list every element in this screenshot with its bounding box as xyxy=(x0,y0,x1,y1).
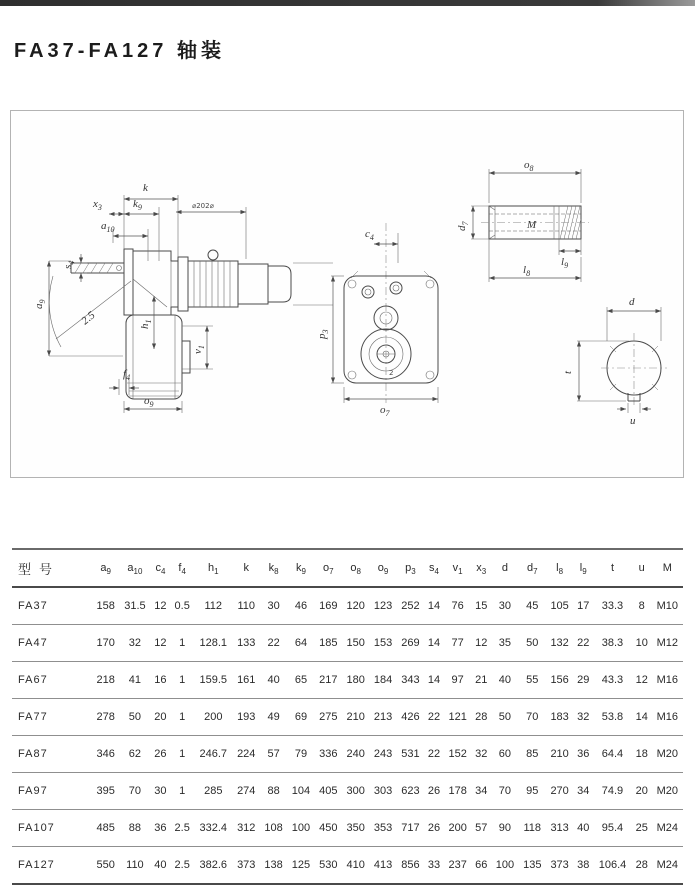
value-cell: 246.7 xyxy=(194,736,233,773)
value-cell: 210 xyxy=(342,699,369,736)
value-cell: 50 xyxy=(491,699,518,736)
dim-label-M: M xyxy=(527,219,537,231)
value-cell: M16 xyxy=(652,662,683,699)
table-row xyxy=(12,662,683,699)
value-cell: 36 xyxy=(150,810,170,847)
value-cell: 153 xyxy=(369,625,396,662)
value-cell: 85 xyxy=(519,736,546,773)
value-cell: 41 xyxy=(119,662,150,699)
value-cell: 12 xyxy=(150,587,170,625)
value-cell: 45 xyxy=(519,587,546,625)
value-cell: 31.5 xyxy=(119,587,150,625)
value-cell: 104 xyxy=(287,773,314,810)
col-header: $v_1$ xyxy=(444,549,471,587)
value-cell: 278 xyxy=(92,699,119,736)
value-cell: M20 xyxy=(652,736,683,773)
value-cell: 12 xyxy=(150,625,170,662)
value-cell: 132 xyxy=(546,625,573,662)
dim-label-angle: 2.5 xyxy=(79,309,98,328)
front-view xyxy=(316,223,438,418)
value-cell: M10 xyxy=(652,587,683,625)
value-cell: 38 xyxy=(573,847,593,885)
dim-label-f4: $f_4$ xyxy=(123,368,131,382)
dim-label-d: d xyxy=(629,296,635,308)
col-header: M xyxy=(652,549,683,587)
value-cell: 161 xyxy=(233,662,260,699)
value-cell: 405 xyxy=(315,773,342,810)
value-cell: 32 xyxy=(471,736,491,773)
value-cell: 14 xyxy=(424,662,444,699)
dim-label-p3: $p_3$ xyxy=(316,329,330,339)
value-cell: 22 xyxy=(424,699,444,736)
value-cell: 88 xyxy=(260,773,287,810)
value-cell: 110 xyxy=(233,587,260,625)
table-row xyxy=(12,810,683,847)
col-header: $l_9$ xyxy=(573,549,593,587)
value-cell: 15 xyxy=(471,587,491,625)
value-cell: 183 xyxy=(546,699,573,736)
value-cell: M12 xyxy=(652,625,683,662)
value-cell: 17 xyxy=(573,587,593,625)
value-cell: 74.9 xyxy=(593,773,632,810)
technical-drawing xyxy=(10,110,684,478)
dim-label-o9: $o_9$ xyxy=(144,395,154,409)
value-cell: 184 xyxy=(369,662,396,699)
value-cell: 169 xyxy=(315,587,342,625)
value-cell: 10 xyxy=(632,625,652,662)
value-cell: 70 xyxy=(119,773,150,810)
model-cell: FA47 xyxy=(12,625,92,662)
value-cell: M16 xyxy=(652,699,683,736)
value-cell: 26 xyxy=(150,736,170,773)
value-cell: 28 xyxy=(632,847,652,885)
value-cell: 623 xyxy=(397,773,424,810)
value-cell: 303 xyxy=(369,773,396,810)
value-cell: 33 xyxy=(424,847,444,885)
col-header: $a_{10}$ xyxy=(119,549,150,587)
col-header-model: 型号 xyxy=(12,549,92,587)
value-cell: 21 xyxy=(471,662,491,699)
dim-label-h1: $h_1$ xyxy=(139,319,153,329)
value-cell: 200 xyxy=(194,699,233,736)
value-cell: 100 xyxy=(491,847,518,885)
value-cell: 40 xyxy=(260,662,287,699)
value-cell: 110 xyxy=(119,847,150,885)
value-cell: 65 xyxy=(287,662,314,699)
value-cell: 350 xyxy=(342,810,369,847)
value-cell: 118 xyxy=(519,810,546,847)
value-cell: 25 xyxy=(632,810,652,847)
value-cell: 170 xyxy=(92,625,119,662)
value-cell: 213 xyxy=(369,699,396,736)
value-cell: M20 xyxy=(652,773,683,810)
value-cell: 135 xyxy=(519,847,546,885)
table-header-row xyxy=(12,549,683,587)
value-cell: 20 xyxy=(150,699,170,736)
value-cell: 274 xyxy=(233,773,260,810)
value-cell: 531 xyxy=(397,736,424,773)
value-cell: 40 xyxy=(150,847,170,885)
value-cell: 2.5 xyxy=(170,847,194,885)
value-cell: 50 xyxy=(519,625,546,662)
value-cell: 717 xyxy=(397,810,424,847)
value-cell: 185 xyxy=(315,625,342,662)
value-cell: M24 xyxy=(652,810,683,847)
dim-label-x3: $x_3$ xyxy=(93,198,102,212)
hollow-shaft-section xyxy=(456,159,589,282)
value-cell: 218 xyxy=(92,662,119,699)
gearbox-dimension-diagram xyxy=(11,111,683,477)
value-cell: 158 xyxy=(92,587,119,625)
value-cell: 156 xyxy=(546,662,573,699)
value-cell: 336 xyxy=(315,736,342,773)
value-cell: 20 xyxy=(632,773,652,810)
value-cell: 70 xyxy=(519,699,546,736)
col-header: $p_3$ xyxy=(397,549,424,587)
dim-label-t: t xyxy=(562,370,574,374)
value-cell: 69 xyxy=(287,699,314,736)
value-cell: 60 xyxy=(491,736,518,773)
value-cell: 105 xyxy=(546,587,573,625)
value-cell: 237 xyxy=(444,847,471,885)
dim-label-s4: $s_4$ xyxy=(62,260,76,269)
value-cell: 112 xyxy=(194,587,233,625)
value-cell: 46 xyxy=(287,587,314,625)
model-cell: FA87 xyxy=(12,736,92,773)
value-cell: 128.1 xyxy=(194,625,233,662)
table-row xyxy=(12,625,683,662)
value-cell: 30 xyxy=(260,587,287,625)
value-cell: 200 xyxy=(444,810,471,847)
side-view xyxy=(33,182,333,413)
value-cell: 34 xyxy=(471,773,491,810)
col-header: $f_4$ xyxy=(170,549,194,587)
value-cell: 64 xyxy=(287,625,314,662)
value-cell: 30 xyxy=(491,587,518,625)
table-row xyxy=(12,699,683,736)
value-cell: 29 xyxy=(573,662,593,699)
col-header: $d_7$ xyxy=(519,549,546,587)
dim-label-l9: $l_9$ xyxy=(561,256,569,270)
value-cell: 530 xyxy=(315,847,342,885)
value-cell: 108 xyxy=(260,810,287,847)
value-cell: 57 xyxy=(471,810,491,847)
value-cell: 76 xyxy=(444,587,471,625)
col-header: $s_4$ xyxy=(424,549,444,587)
value-cell: 300 xyxy=(342,773,369,810)
value-cell: 77 xyxy=(444,625,471,662)
value-cell: 1 xyxy=(170,625,194,662)
value-cell: 313 xyxy=(546,810,573,847)
col-header: $o_8$ xyxy=(342,549,369,587)
value-cell: 22 xyxy=(573,625,593,662)
value-cell: 49 xyxy=(260,699,287,736)
value-cell: 14 xyxy=(424,625,444,662)
col-header: $c_4$ xyxy=(150,549,170,587)
value-cell: 70 xyxy=(491,773,518,810)
value-cell: 97 xyxy=(444,662,471,699)
col-header: u xyxy=(632,549,652,587)
table-row xyxy=(12,736,683,773)
value-cell: 125 xyxy=(287,847,314,885)
table-row xyxy=(12,773,683,810)
col-header: $o_9$ xyxy=(369,549,396,587)
value-cell: 1 xyxy=(170,773,194,810)
value-cell: 14 xyxy=(632,699,652,736)
col-header: t xyxy=(593,549,632,587)
value-cell: 88 xyxy=(119,810,150,847)
bore-detail xyxy=(562,296,667,427)
dim-label-c4: $c_4$ xyxy=(365,228,374,242)
value-cell: 55 xyxy=(519,662,546,699)
dim-label-a9: $a_9$ xyxy=(33,299,47,309)
value-cell: 32 xyxy=(119,625,150,662)
dim-label-k9: $k_9$ xyxy=(133,198,142,212)
value-cell: 159.5 xyxy=(194,662,233,699)
model-cell: FA67 xyxy=(12,662,92,699)
model-cell: FA37 xyxy=(12,587,92,625)
value-cell: 550 xyxy=(92,847,119,885)
value-cell: 217 xyxy=(315,662,342,699)
page-top-rule xyxy=(0,0,695,6)
col-header: k xyxy=(233,549,260,587)
value-cell: 121 xyxy=(444,699,471,736)
value-cell: 224 xyxy=(233,736,260,773)
value-cell: 38.3 xyxy=(593,625,632,662)
value-cell: 120 xyxy=(342,587,369,625)
table-body xyxy=(12,587,683,884)
model-cell: FA127 xyxy=(12,847,92,885)
value-cell: 332.4 xyxy=(194,810,233,847)
value-cell: 66 xyxy=(471,847,491,885)
page-title: FA37-FA127 轴装 xyxy=(14,40,225,62)
value-cell: 0.5 xyxy=(170,587,194,625)
value-cell: 1 xyxy=(170,736,194,773)
col-header: $h_1$ xyxy=(194,549,233,587)
value-cell: 1 xyxy=(170,662,194,699)
value-cell: 178 xyxy=(444,773,471,810)
dimension-table xyxy=(12,548,683,885)
value-cell: 210 xyxy=(546,736,573,773)
value-cell: 32 xyxy=(573,699,593,736)
value-cell: 2.5 xyxy=(170,810,194,847)
dim-label-d7: $d_7$ xyxy=(456,221,470,231)
value-cell: 382.6 xyxy=(194,847,233,885)
value-cell: 450 xyxy=(315,810,342,847)
value-cell: 275 xyxy=(315,699,342,736)
value-cell: 346 xyxy=(92,736,119,773)
value-cell: 64.4 xyxy=(593,736,632,773)
value-cell: 33.3 xyxy=(593,587,632,625)
value-cell: 79 xyxy=(287,736,314,773)
col-header: $o_7$ xyxy=(315,549,342,587)
value-cell: 395 xyxy=(92,773,119,810)
value-cell: 413 xyxy=(369,847,396,885)
dim-label-l8: $l_8$ xyxy=(523,264,531,278)
dim-label-v1: $v_1$ xyxy=(192,345,206,354)
col-header: d xyxy=(491,549,518,587)
model-cell: FA97 xyxy=(12,773,92,810)
col-header: $k_8$ xyxy=(260,549,287,587)
value-cell: 40 xyxy=(573,810,593,847)
value-cell: 12 xyxy=(471,625,491,662)
value-cell: 312 xyxy=(233,810,260,847)
value-cell: 18 xyxy=(632,736,652,773)
value-cell: 53.8 xyxy=(593,699,632,736)
value-cell: 35 xyxy=(491,625,518,662)
value-cell: 90 xyxy=(491,810,518,847)
value-cell: 12 xyxy=(632,662,652,699)
value-cell: 14 xyxy=(424,587,444,625)
value-cell: 193 xyxy=(233,699,260,736)
value-cell: 36 xyxy=(573,736,593,773)
dim-label-k: k xyxy=(143,182,148,194)
col-header: $a_9$ xyxy=(92,549,119,587)
value-cell: 100 xyxy=(287,810,314,847)
value-cell: 26 xyxy=(424,773,444,810)
value-cell: 353 xyxy=(369,810,396,847)
value-cell: 426 xyxy=(397,699,424,736)
value-cell: 1 xyxy=(170,699,194,736)
value-cell: 373 xyxy=(546,847,573,885)
value-cell: 152 xyxy=(444,736,471,773)
value-cell: 106.4 xyxy=(593,847,632,885)
value-cell: 285 xyxy=(194,773,233,810)
dim-label-o8: $o_8$ xyxy=(524,159,534,173)
value-cell: 485 xyxy=(92,810,119,847)
value-cell: 410 xyxy=(342,847,369,885)
value-cell: 270 xyxy=(546,773,573,810)
value-cell: 252 xyxy=(397,587,424,625)
value-cell: 95.4 xyxy=(593,810,632,847)
note-2: 2 xyxy=(389,369,394,377)
value-cell: 22 xyxy=(424,736,444,773)
value-cell: 40 xyxy=(491,662,518,699)
value-cell: 150 xyxy=(342,625,369,662)
model-cell: FA77 xyxy=(12,699,92,736)
value-cell: 16 xyxy=(150,662,170,699)
value-cell: 133 xyxy=(233,625,260,662)
value-cell: M24 xyxy=(652,847,683,885)
value-cell: 62 xyxy=(119,736,150,773)
model-cell: FA107 xyxy=(12,810,92,847)
dim-label-o7: $o_7$ xyxy=(380,404,390,418)
dim-label-a10: $a_{10}$ xyxy=(101,220,115,234)
value-cell: 243 xyxy=(369,736,396,773)
value-cell: 373 xyxy=(233,847,260,885)
value-cell: 30 xyxy=(150,773,170,810)
value-cell: 856 xyxy=(397,847,424,885)
value-cell: 180 xyxy=(342,662,369,699)
value-cell: 269 xyxy=(397,625,424,662)
value-cell: 123 xyxy=(369,587,396,625)
value-cell: 57 xyxy=(260,736,287,773)
value-cell: 22 xyxy=(260,625,287,662)
table-row xyxy=(12,587,683,625)
value-cell: 43.3 xyxy=(593,662,632,699)
value-cell: 34 xyxy=(573,773,593,810)
value-cell: 240 xyxy=(342,736,369,773)
value-cell: 138 xyxy=(260,847,287,885)
value-cell: 95 xyxy=(519,773,546,810)
col-header: $x_3$ xyxy=(471,549,491,587)
dim-label-motor-length: ⌀202⌀ xyxy=(192,202,214,210)
value-cell: 28 xyxy=(471,699,491,736)
value-cell: 343 xyxy=(397,662,424,699)
col-header: $l_8$ xyxy=(546,549,573,587)
dim-label-u: u xyxy=(630,415,636,427)
value-cell: 50 xyxy=(119,699,150,736)
value-cell: 8 xyxy=(632,587,652,625)
value-cell: 26 xyxy=(424,810,444,847)
table-row xyxy=(12,847,683,885)
col-header: $k_9$ xyxy=(287,549,314,587)
